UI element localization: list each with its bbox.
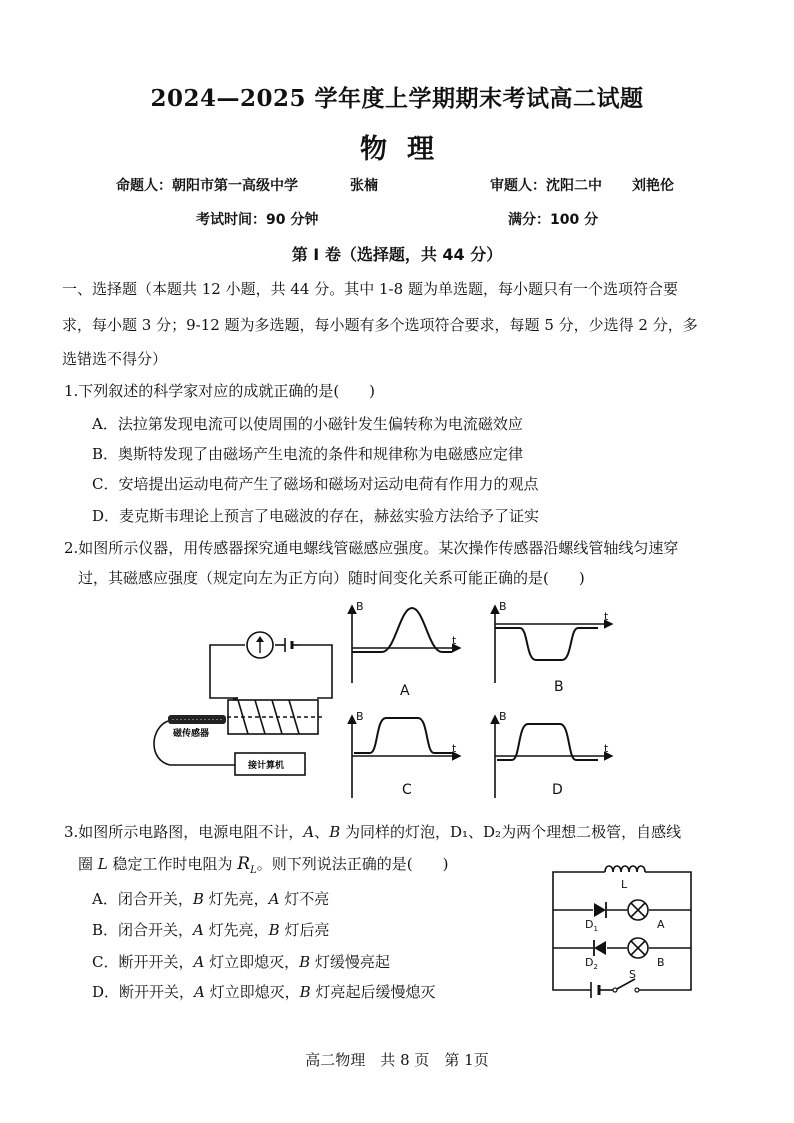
instructions-line-1: 一、选择题（本题共 12 小题，共 44 分。其中 1-8 题为单选题，每小题只有一个选项符合要 <box>62 280 678 298</box>
diode-d1-icon <box>594 902 606 918</box>
svg-text:B: B <box>356 600 364 613</box>
reviewer-name: 刘艳伦 <box>632 178 674 194</box>
q1-option-c: C．安培提出运动电荷产生了磁场和磁场对运动电荷有作用力的观点 <box>92 475 539 493</box>
label-d1: $D_1$ <box>585 918 598 933</box>
magnetic-sensor-icon <box>168 715 226 724</box>
q3-stem-line-1: 3.如图所示电路图，电源电阻不计，A、B 为同样的灯泡，D₁、D₂为两个理想二极管，自感线 <box>64 823 682 841</box>
q3-option-c: C．断开开关，A 灯立即熄灭，B 灯缓慢亮起 <box>92 953 390 971</box>
page-footer: 高二物理 共 8 页 第 1页 <box>305 1051 489 1069</box>
computer-label: 接计算机 <box>248 761 285 771</box>
q1-stem: 1.下列叙述的科学家对应的成就正确的是( ) <box>64 382 376 400</box>
diode-d2-icon <box>594 940 606 956</box>
graph-label-c: C <box>402 782 412 798</box>
q1-option-d: D．麦克斯韦理论上预言了电磁波的存在，赫兹实验方法给予了证实 <box>92 507 540 525</box>
label-s: S <box>629 968 636 981</box>
q2-stem-line-2: 过，其磁感应强度（规定向左为正方向）随时间变化关系可能正确的是( ) <box>78 569 585 587</box>
instructions-line-2: 求，每小题 3 分；9-12 题为多选题，每小题有多个选项符合要求，每题 5 分，少选得 2 分，多 <box>62 316 698 334</box>
q2-stem-line-1: 2.如图所示仪器，用传感器探究通电螺线管磁感应强度。某次操作传感器沿螺线管轴线匀速穿 <box>64 539 679 557</box>
exam-title: 2024—2025 学年度上学期期末考试高二试题 <box>150 85 644 112</box>
svg-text:B: B <box>499 710 507 723</box>
q3-option-b: B．闭合开关，A 灯先亮，B 灯后亮 <box>92 921 330 939</box>
graph-label-d: D <box>552 782 563 798</box>
graph-label-a: A <box>400 683 410 699</box>
graph-b <box>495 606 612 683</box>
svg-text:t: t <box>452 634 457 647</box>
graph-a <box>352 606 460 683</box>
q3-circuit-diagram <box>545 860 695 1000</box>
reviewer-label: 审题人：沈阳二中 <box>490 178 602 194</box>
galvanometer-icon <box>247 632 273 658</box>
subject-title: 物 理 <box>360 134 434 165</box>
label-l: L <box>621 878 628 891</box>
sensor-label: 磁传感器 <box>173 729 210 739</box>
label-b: B <box>657 956 665 969</box>
exam-time: 考试时间：90 分钟 <box>196 212 319 228</box>
q3-option-a: A．闭合开关，B 灯先亮，A 灯不亮 <box>92 890 330 908</box>
setter-name: 张楠 <box>350 178 378 194</box>
label-d2: $D_2$ <box>585 956 598 971</box>
q3-stem-line-2: 圈 L 稳定工作时电阻为 $R_L$。则下列说法正确的是( ) <box>78 854 449 876</box>
section-heading: 第 I 卷（选择题，共 44 分） <box>291 245 503 264</box>
q1-option-b: B．奥斯特发现了由磁场产生电流的条件和规律称为电磁感应定律 <box>92 445 524 463</box>
setter-label: 命题人：朝阳市第一高级中学 <box>116 178 298 194</box>
graph-label-b: B <box>554 679 564 695</box>
q2-graphs <box>340 598 630 808</box>
label-a: A <box>657 918 665 931</box>
full-score: 满分：100 分 <box>508 212 599 228</box>
lamp-b-icon <box>628 938 648 958</box>
svg-text:t: t <box>452 742 457 755</box>
q2-apparatus-figure <box>140 620 340 780</box>
svg-text:t: t <box>604 742 609 755</box>
instructions-line-3: 选错选不得分） <box>62 350 168 368</box>
svg-text:t: t <box>604 610 609 623</box>
q3-option-d: D．断开开关，A 灯立即熄灭，B 灯亮起后缓慢熄灭 <box>92 983 436 1001</box>
svg-text:B: B <box>499 600 507 613</box>
battery-icon <box>591 982 615 998</box>
q1-option-a: A．法拉第发现电流可以使周围的小磁针发生偏转称为电流磁效应 <box>92 415 523 433</box>
svg-text:B: B <box>356 710 364 723</box>
lamp-a-icon <box>628 900 648 920</box>
